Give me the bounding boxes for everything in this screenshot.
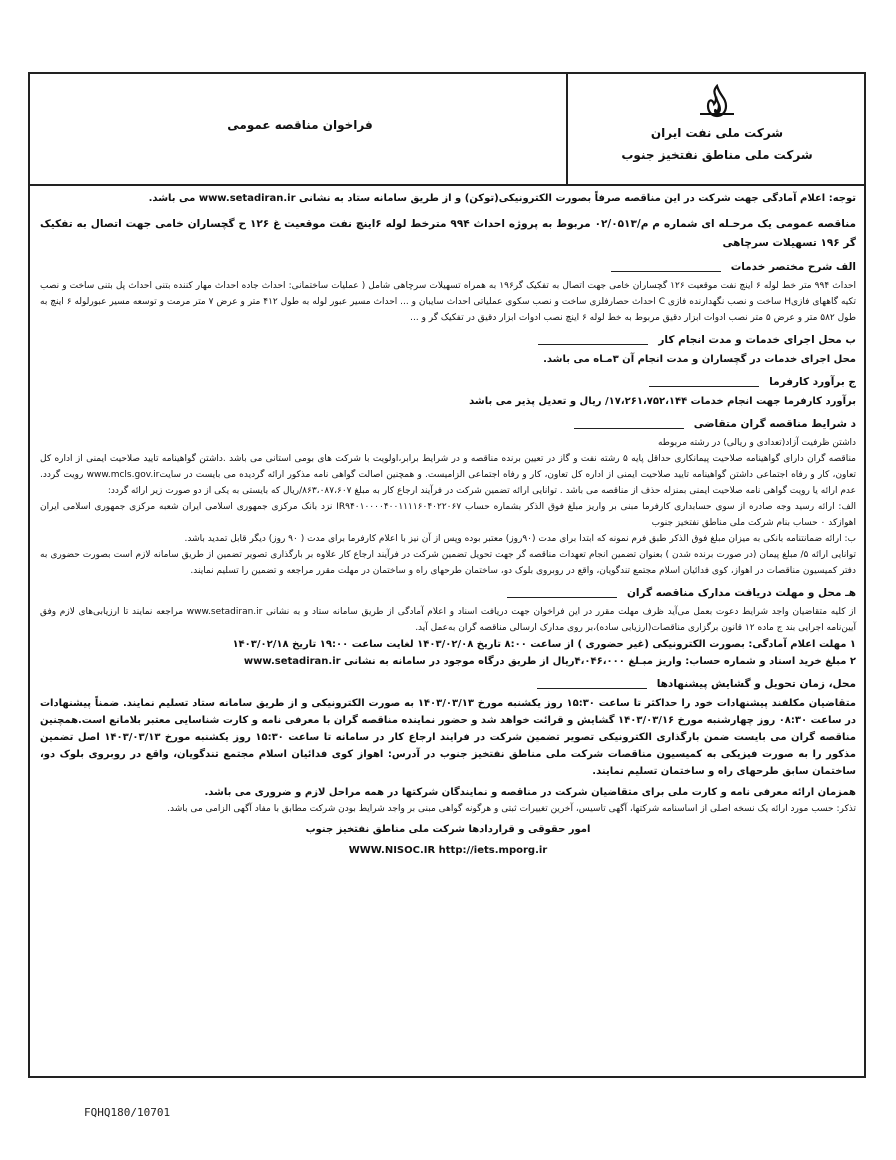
section-a-text: احداث ۹۹۴ متر خط لوله ۶ اینچ نفت موقعیت ۱۲۶ گچساران خامی جهت اتصال به تفکیک گر۱۹۶ به همراه تسهیلات سرچاهی شامل ( عملیات ساختمانی: احداث جاده احداث مهار کننده بتنی احداث پل بتنی ساخت و نصب تکیه گاههای فازیH ساخت و نصب نگهدارنده فازی C احداث حصارفلزی ساخت و نصب سکوی عملیاتی احداث سایبان و ... احداث مسیر عبور لوله به طول ۴۱۲ متر و عرض ۷ متر مرمت و توسعه مسیر عبورلوله ۶ اینچ به طول ۵۸۲ متر و عرض ۵ متر نصب ادوات ابزار دقیق مربوط به خط لوله ۶ اینچ نصب ادوات ابزار دقیق در تفکیک گر و ... bbox=[40, 281, 857, 323]
org-name-nisoc: شرکت ملی مناطق نفتخیز جنوب bbox=[621, 148, 813, 162]
footer-code: FQHQ180/10701 bbox=[84, 1106, 171, 1119]
section-b-text: محل اجرای خدمات در گچساران و مدت انجام آن ۳مـاه می باشد. bbox=[543, 354, 856, 365]
section-h-text: از کلیه متقاضیان واجد شرایط دعوت بعمل می‌آید ظرف مهلت مقرر در این فراخوان جهت دریافت اسناد و اعلام آمادگی از طریق سامانه ستاد و به نشانی www.setadiran.ir مراجعه نمایند تا ارزیابی‌های لازم وفق آیین‌نامه اجرایی بند ج ماده ۱۲ قانون برگزاری مناقصات(ارزیابی ساده)،بر روی مدارک ارسالی مناقصه گران به‌عمل آید. bbox=[40, 607, 857, 633]
section-b-title: ب محل اجرای خدمات و مدت انجام کار bbox=[658, 334, 856, 346]
section-d-option-alef: الف: ارائه رسید وجه صادره از سوی حسابداری کارفرما مبنی بر واریز مبلغ فوق الذکر بشماره حساب IR۹۴۰۱۰۰۰۰۴۰۰۱۱۱۱۶۰۴۰۲۲۰۶۷ نزد بانک مرکزی جمهوری اسلامی ایران شعبه مرکزی جمهوری اسلامی ایران اهوازکد ۰ حساب بنام شرکت ملی مناطق نفتخیز جنوب bbox=[40, 502, 856, 528]
section-v-text: متقاضیان مکلفند پیشنهادات خود را حداکثر تا ساعت ۱۵:۳۰ روز یکشنبه مورخ ۱۴۰۳/۰۳/۱۳ به صورت الکترونیکی و از طریق سامانه ستاد تسلیم نمایند. ضمناً پیشنهادات در ساعت ۰۸:۳۰ روز چهارشنبه مورخ ۱۴۰۳/۰۳/۱۶ گشایش و قرائت خواهد شد و حضور نماینده مناقصه گران با معرفی نامه و کارت شناسایی معتبر بلامانع است.همچنین مناقصه گران می بایست ضمن بارگذاری الکترونیکی تصویر تضمین شرکت در فرایند ارجاع کار در سامانه تا ساعت ۱۵:۳۰ روز یکشنبه مورخ ۱۴۰۳/۰۳/۱۳ اصل تضمین مذکور را به صورت فیزیکی به کمیسیون مناقصات شرکت ملی مناطق نفتخیز جنوب در آدرس: اهواز کوی فدائیان اسلام مجتمع تندگویان، واقع در روبروی بلوک دو، ساختمان سابق طرحهای راه و ساختمان تسلیم نمایند. bbox=[40, 698, 857, 777]
section-h-heading bbox=[40, 585, 856, 602]
nioc-flame-logo-icon bbox=[694, 84, 740, 120]
section-v-title: محل، زمان تحویل و گشایش پیشنهادها bbox=[656, 678, 856, 690]
tender-document-frame bbox=[28, 72, 866, 1078]
org-name-nioc: شرکت ملی نفت ایران bbox=[650, 126, 784, 140]
section-c-heading bbox=[40, 374, 856, 391]
signature-web: WWW.NISOC.IR http://iets.mporg.ir bbox=[348, 845, 548, 856]
section-d-capacity: داشتن ظرفیت آزاد(تعدادی و ریالی) در رشته مربوطه bbox=[657, 438, 856, 448]
section-c-text: برآورد کارفرما جهت انجام خدمات ۱۷،۲۶۱،۷۵۲،۱۴۴/ ریال و تعدیل پذیر می باشد bbox=[469, 396, 856, 407]
section-d-title: د شرایط مناقصه گران متقاضی bbox=[693, 418, 856, 430]
final-note: همزمان ارائه معرفی نامه و کارت ملی برای متقاضیان شرکت در مناقصه و نمایندگان شرکتها در همه مراحل لازم و ضروری می باشد. bbox=[204, 787, 856, 798]
section-d-heading bbox=[40, 416, 856, 433]
section-d-guarantee: توانایی ارائه ۵/ مبلغ پیمان (در صورت برنده شدن ) بعنوان تضمین انجام تعهدات مناقصه گر جهت تحویل تضمین شرکت در فرآیند ارجاع کار علاوه بر بارگذاری تصویر تضمین از طریق سامانه لازم است بصورت حضوری به دفتر کمیسیون مناقصات در اهواز، کوی فدائیان اسلام مجتمع تندگویان، واقع در روبروی بلوک دو، ساختمان طرحهای راه و ساختمان در مهلت مقرر مراجعه و تضمین را تسلیم نمایند. bbox=[40, 550, 856, 576]
document-body bbox=[40, 190, 856, 859]
section-v-heading bbox=[40, 676, 856, 693]
notice-line: توجه: اعلام آمادگی جهت شرکت در این مناقصه صرفاً بصورت الکترونیکی(توکن) و از طریق سامانه ستاد به نشانی www.setadiran.ir می باشد. bbox=[148, 193, 856, 204]
header-divider bbox=[566, 74, 568, 184]
section-d-option-be: ب: ارائه ضمانتنامه بانکی به میزان مبلغ فوق الذکر طبق فرم نمونه که ابتدا برای مدت (۹۰روز) معتبر بوده وپس از آن نیز با اعلام کارفرما برای مدت ( ۹۰ روز) دیگر قابل تمدید باشد. bbox=[184, 534, 856, 544]
company-logo-block bbox=[582, 84, 852, 180]
reminder-note: تذکر: حسب مورد ارائه یک نسخه اصلی از اساسنامه شرکتها، آگهی تاسیس، آخرین تغییرات ثبتی و هرگونه گواهی مبنی بر واجد شرایط بودن شرکت مطابق با مفاد آگهی الزامی می باشد. bbox=[167, 804, 856, 814]
section-a-title: الف شرح مختصر خدمات bbox=[730, 261, 856, 273]
section-h-title: هـ محل و مهلت دریافت مدارک مناقصه گران bbox=[626, 587, 856, 599]
section-b-heading bbox=[40, 332, 856, 349]
section-d-qualifications: مناقصه گران دارای گواهینامه صلاحیت پیمانکاری حداقل پایه ۵ رشته نفت و گاز در تعیین برنده مناقصه و در شرایط برابر،اولویت با شرکت های بومی استانی می باشد .داشتن گواهینامه تایید صلاحیت ایمنی از اداره کل تعاون، کار و رفاه اجتماعی داشتن گواهینامه تایید صلاحیت ایمنی از اداره کل تعاون، کار و رفاه اجتماعی الزامیست. و همچنین اصالت گواهی نامه مذکور ارائه گردیده می بایست در سایتwww.mcls.gov.ir رویت گردد. عدم ارائه یا رویت گواهی نامه صلاحیت ایمنی بمنزله حذف از مناقصه می باشد . توانایی ارائه تضمین شرکت در فرآیند ارجاع کار به مبلغ ۸۶۳،۰۸۷،۶۰۷/ریال که بایستی به یکی از دو صورت زیر ارائه گردد: bbox=[40, 454, 856, 496]
section-a-heading bbox=[40, 259, 856, 276]
deadline-item-1: ۱ مهلت اعلام آمادگی: بصورت الکترونیکی (غیر حضوری ) از ساعت ۸:۰۰ تاریخ ۱۴۰۳/۰۲/۰۸ لغایت ساعت ۱۹:۰۰ تاریخ ۱۴۰۳/۰۲/۱۸ bbox=[232, 639, 856, 650]
section-c-title: ج برآورد کارفرما bbox=[769, 376, 856, 388]
fee-item-2: ۲ مبلغ خرید اسناد و شماره حساب: واریز مبـلغ ۴،۰۴۶،۰۰۰ریال از طریق درگاه موجود در سامانه به نشانی www.setadiran.ir bbox=[243, 656, 856, 667]
tender-title: فراخوان مناقصه عمومی bbox=[227, 118, 373, 132]
tender-subject: مناقصه عمومی یک مرحـله ای شماره م م/۰۲/۰۵۱۳ مربوط به پروژه احداث ۹۹۴ مترخط لوله ۶اینچ نفت موقعیت غ ۱۲۶ ح گچساران خامی جهت اتصال به تفکیک گر ۱۹۶ تسهیلات سرچاهی bbox=[40, 218, 856, 249]
signature-dept: امور حقوقی و قراردادها شرکت ملی مناطق نفتخیز جنوب bbox=[305, 824, 591, 835]
document-header bbox=[30, 74, 864, 186]
